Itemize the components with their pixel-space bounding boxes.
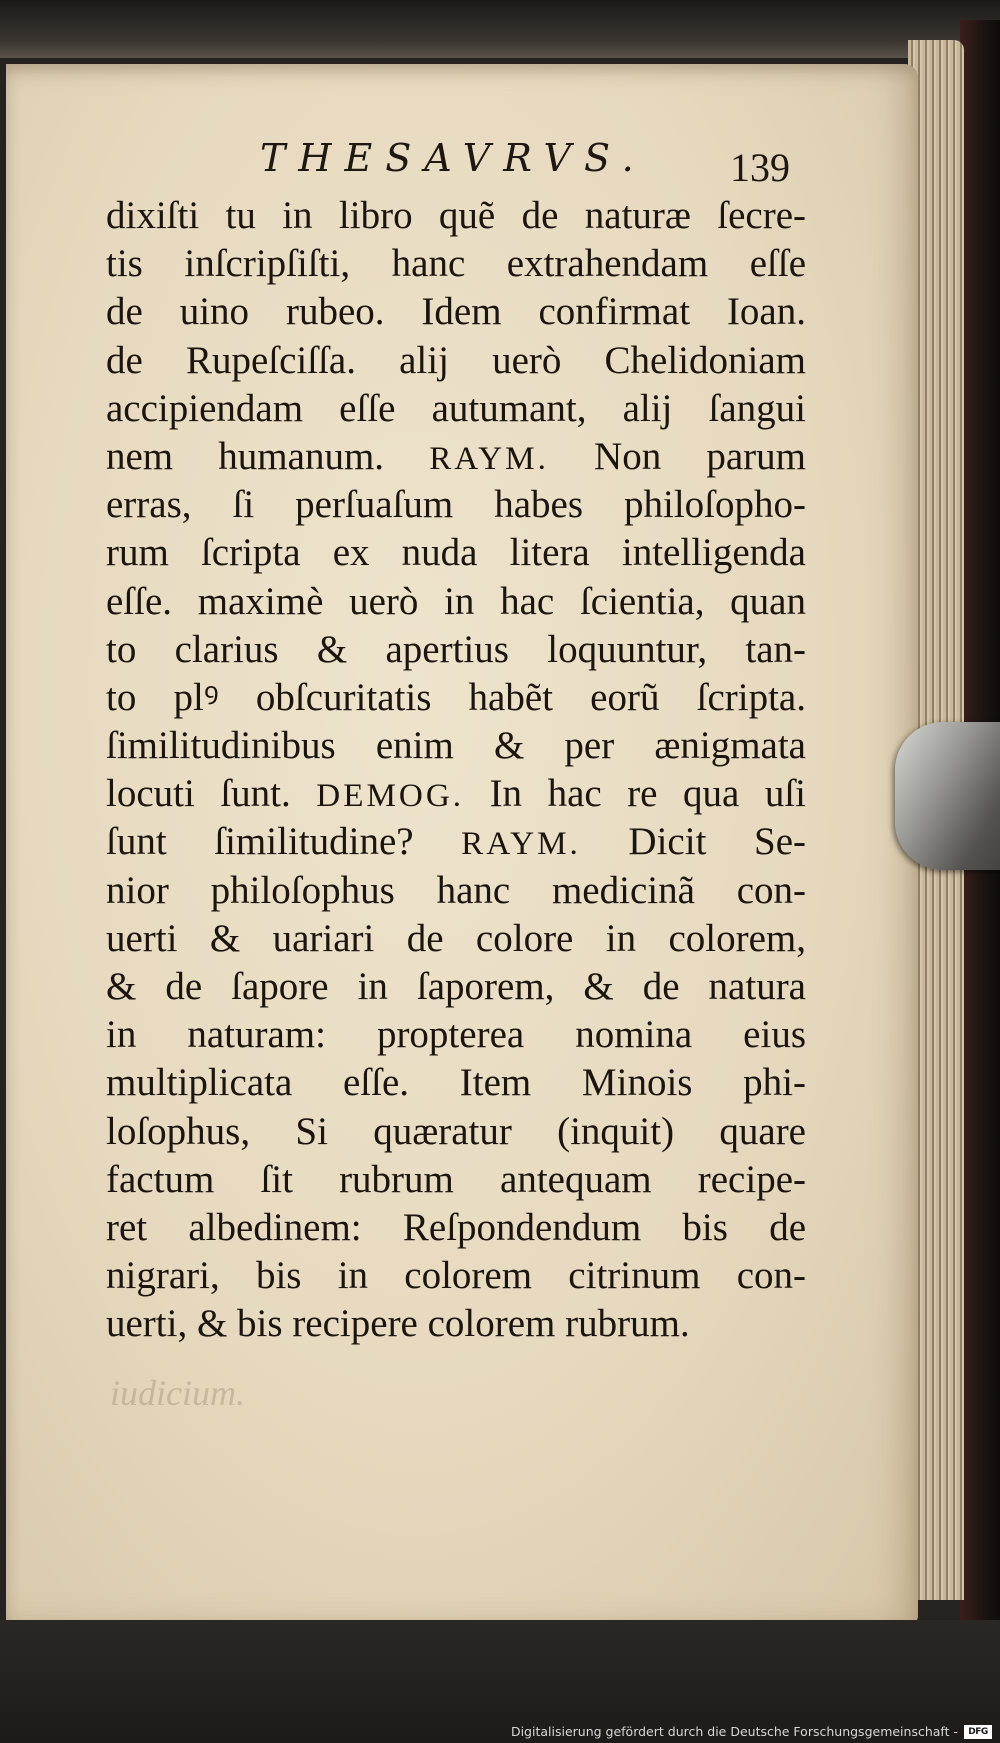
text-line [106,626,806,674]
book-clip [895,722,1000,870]
text-line [106,1059,806,1107]
show-through-text: iudicium. [110,1373,245,1413]
text-segment: eſſe. maximè uerò in hac ſcientia, quan [106,579,806,623]
text-segment: to clarius & apertius loquuntur, tan- [106,627,806,671]
text-line [106,818,806,866]
text-line [106,1156,806,1204]
text-line [106,1252,806,1300]
footer-bar [0,1722,1000,1743]
text-line [106,1204,806,1252]
text-segment: & de ſapore in ſaporem, & de natura [106,965,806,1008]
text-line [106,288,806,336]
text-line [106,915,806,963]
text-segment: to plꝰ obſcuritatis habẽt eorũ ſcripta. [106,675,806,719]
text-segment: multiplicata eſſe. Item Minois phi- [106,1061,806,1105]
text-line [106,867,806,915]
text-segment: Dicit Se- [580,820,806,864]
text-line [106,385,806,433]
body-text [106,192,806,1349]
page-number: 139 [730,145,790,190]
text-line [106,722,806,770]
text-line [106,674,806,722]
text-segment: rum ſcripta ex nuda litera intelligenda [106,531,806,575]
book-cover-top [0,0,1000,58]
text-line [106,770,806,818]
text-line [106,337,806,385]
text-line [106,963,806,1011]
text-line [106,1011,806,1059]
text-line [106,481,806,529]
text-segment: nior philoſophus hanc medicinã con- [106,868,806,912]
text-line [106,578,806,626]
text-segment: accipiendam eſſe autumant, alij ſangui [106,386,806,430]
text-segment: ret albedinem: Reſpondendum bis de [106,1205,806,1249]
text-segment: dixiſti tu in libro quẽ de naturæ ſecre- [106,194,806,237]
text-segment: In hac re qua uſi [464,772,806,816]
text-segment: de Rupeſciſſa. alij uerò Chelidoniam [106,338,806,382]
text-segment: nigrari, bis in colorem citrinum con- [106,1254,806,1298]
text-segment: nem humanum. [106,434,430,478]
text-segment: ſimilitudinibus enim & per ænigmata [106,724,806,768]
text-segment: ſunt ſimilitudine? [106,820,462,864]
text-line [106,1300,806,1348]
text-line [106,240,806,288]
running-head: THESAVRVS. [260,136,647,180]
dfg-logo: DFG [964,1725,992,1739]
text-segment: Non parum [548,434,806,478]
text-segment: locuti ſunt. [106,772,317,816]
text-line [106,433,806,481]
text-line [106,529,806,577]
speaker-name: RAYM. [461,825,581,863]
speaker-name: DEMOG. [316,777,465,815]
text-segment: uerti & uariari de colore in colorem, [106,916,806,960]
text-segment: in naturam: propterea nomina eius [106,1013,806,1057]
text-segment: loſophus, Si quæratur (inquit) quare [106,1109,806,1153]
text-segment: factum ſit rubrum antequam recipe- [106,1157,806,1201]
text-line [106,192,806,240]
speaker-name: RAYM. [429,439,549,477]
digitization-credit: Digitalisierung gefördert durch die Deutsche Forschungsgemeinschaft - [510,1724,958,1739]
text-segment: uerti, & bis recipere colorem rubrum. [106,1302,690,1346]
text-segment: tis inſcripſiſti, hanc extrahendam eſſe [106,242,806,286]
text-segment: de uino rubeo. Idem confirmat Ioan. [106,290,806,334]
text-line [106,1108,806,1156]
text-segment: erras, ſi perſuaſum habes philoſopho- [106,483,806,527]
